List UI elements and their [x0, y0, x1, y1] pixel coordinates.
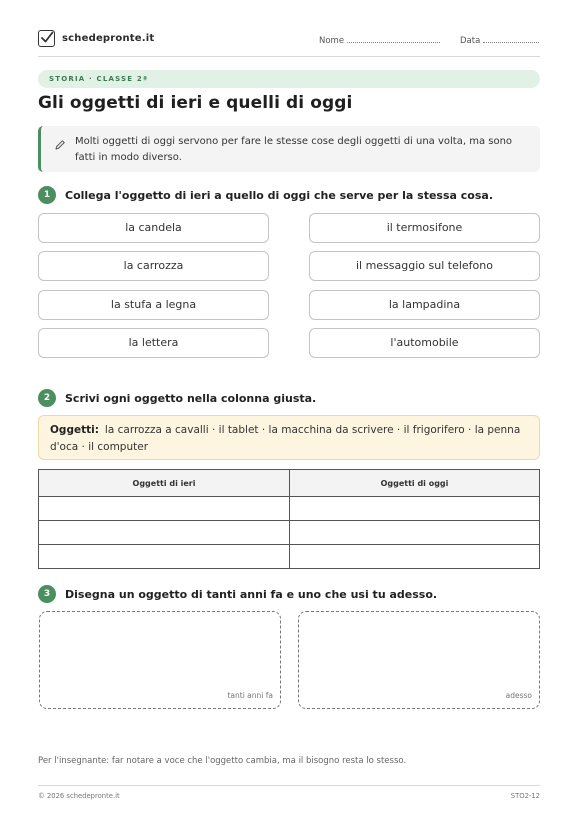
name-field[interactable]: [319, 35, 440, 46]
question-3: [38, 585, 437, 603]
match-right-item[interactable]: il termosifone: [309, 213, 540, 243]
question-number: 3: [38, 585, 56, 603]
question-text: Disegna un oggetto di tanti anni fa e uno che usi tu adesso.: [65, 587, 438, 601]
question-text: Collega l'oggetto di ieri a quello di oggi che serve per la stessa cosa.: [65, 188, 494, 202]
match-left-item[interactable]: la lettera: [38, 328, 269, 358]
teacher-note: Per l'insegnante: far notare a voce che l'oggetto cambia, ma il bisogno resta lo stesso.: [38, 756, 407, 766]
match-right-item[interactable]: l'automobile: [309, 328, 540, 358]
table-row: [39, 521, 540, 545]
intro-box: [38, 126, 540, 172]
copyright: © 2026 schedepronte.it: [38, 792, 120, 800]
table-row: [39, 497, 540, 521]
table-row: [39, 545, 540, 569]
page-footer: [38, 785, 540, 800]
answer-cell[interactable]: [39, 545, 290, 569]
match-right-item[interactable]: la lampadina: [309, 290, 540, 320]
sorting-table: [38, 469, 540, 569]
date-field[interactable]: [460, 35, 539, 46]
column-header-yesterday: Oggetti di ieri: [39, 470, 290, 497]
drawing-area-label: tanti anni fa: [227, 691, 273, 700]
objects-box: [38, 415, 540, 460]
match-left-item[interactable]: la candela: [38, 213, 269, 243]
question-text: Scrivi ogni oggetto nella colonna giusta.: [65, 391, 317, 405]
column-header-today: Oggetti di oggi: [290, 470, 540, 497]
match-left-item[interactable]: la stufa a legna: [38, 290, 269, 320]
answer-cell[interactable]: [290, 497, 540, 521]
objects-label: Oggetti:: [50, 424, 99, 436]
pencil-icon: [54, 136, 66, 155]
brand-logo: [38, 30, 154, 47]
match-left-item[interactable]: la carrozza: [38, 251, 269, 281]
question-number: 2: [38, 389, 56, 407]
date-label: Data: [460, 36, 481, 46]
answer-cell[interactable]: [290, 545, 540, 569]
question-number: 1: [38, 186, 56, 204]
answer-cell[interactable]: [39, 521, 290, 545]
name-label: Nome: [319, 36, 345, 46]
sheet-code: STO2-12: [510, 792, 540, 800]
brand-name: schedepronte.it: [62, 33, 155, 44]
answer-cell[interactable]: [39, 497, 290, 521]
drawing-area-past[interactable]: [39, 611, 281, 709]
objects-list: la carrozza a cavalli · il tablet · la macchina da scrivere · il frigorifero · la penna d'oca · il computer: [50, 424, 521, 453]
answer-cell[interactable]: [290, 521, 540, 545]
checkbox-logo-icon: [38, 30, 55, 47]
subject-bar: STORIA · CLASSE 2ª: [38, 70, 540, 88]
match-right-item[interactable]: il messaggio sul telefono: [309, 251, 540, 281]
drawing-area-label: adesso: [505, 691, 532, 700]
drawing-area-present[interactable]: [298, 611, 540, 709]
question-2: [38, 389, 316, 407]
question-1: [38, 186, 493, 204]
intro-text: Molti oggetti di oggi servono per fare le stesse cose degli oggetti di una volta, ma sono fatti in modo diverso.: [75, 136, 513, 163]
page-header: [38, 30, 540, 57]
page-title: Gli oggetti di ieri e quelli di oggi: [38, 93, 353, 113]
